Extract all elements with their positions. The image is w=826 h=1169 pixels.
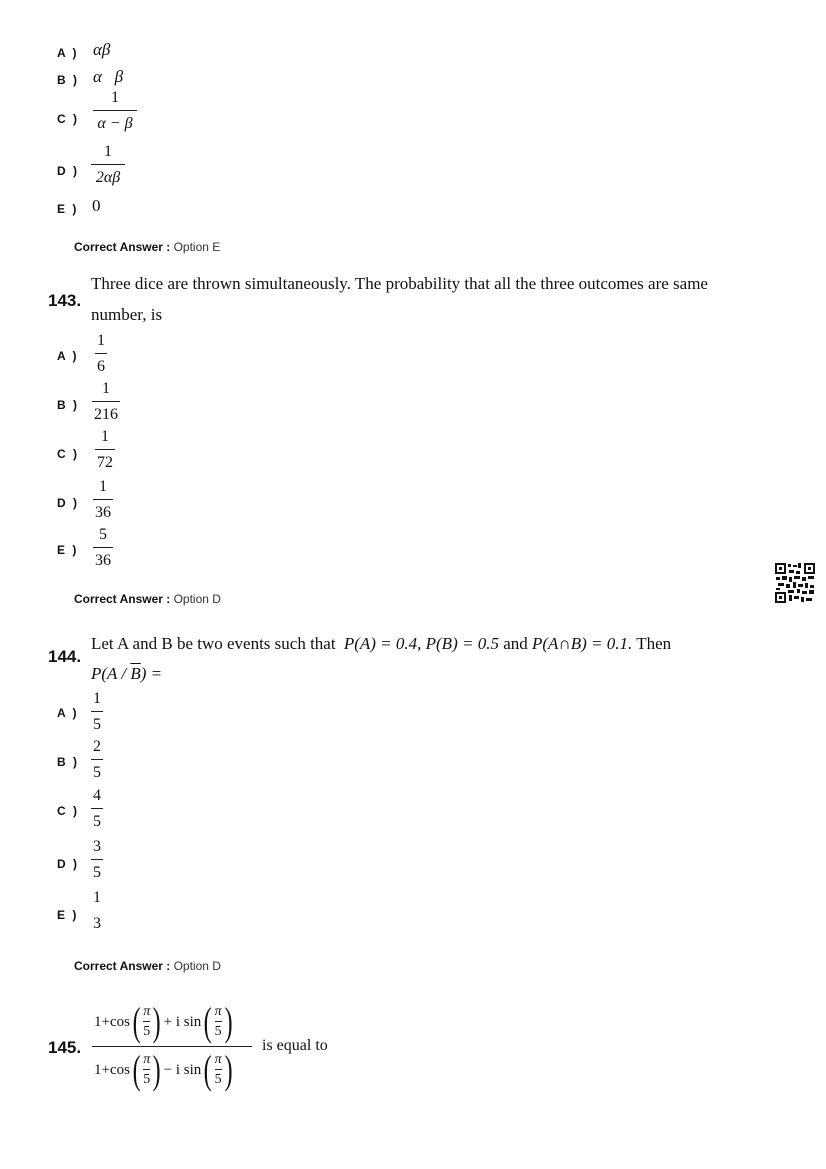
option-value: 0 bbox=[92, 196, 101, 215]
numerator: 1 bbox=[102, 380, 110, 397]
question-text: number, is bbox=[91, 305, 163, 324]
numerator: 1 bbox=[93, 889, 101, 906]
correct-answer bbox=[74, 592, 221, 606]
fraction-bar bbox=[143, 1069, 150, 1070]
correct-answer-label: Correct Answer : bbox=[74, 592, 171, 606]
question-text-part: Then bbox=[636, 634, 672, 653]
option-label: A ) bbox=[57, 46, 79, 60]
denominator: 36 bbox=[95, 504, 111, 521]
denominator: 3 bbox=[93, 915, 101, 932]
correct-answer-value: Option D bbox=[173, 592, 221, 606]
question-number: 143. bbox=[48, 291, 82, 310]
pi: π bbox=[143, 1052, 151, 1067]
sin-text: + i sin bbox=[163, 1013, 202, 1030]
option-label: E ) bbox=[57, 202, 79, 216]
option-label: B ) bbox=[57, 755, 79, 769]
five: 5 bbox=[143, 1072, 151, 1087]
numerator: 2 bbox=[93, 738, 101, 755]
denominator: α − β bbox=[97, 115, 133, 132]
numerator: 4 bbox=[93, 787, 101, 804]
sin-text: − i sin bbox=[163, 1061, 202, 1078]
option-fraction bbox=[95, 427, 115, 473]
numerator: 3 bbox=[93, 838, 101, 855]
numerator: 1 bbox=[97, 332, 105, 349]
left-paren: ( bbox=[132, 999, 141, 1044]
math-expression: P(B) = 0.5 bbox=[425, 634, 499, 653]
numerator: 1 bbox=[101, 428, 109, 445]
pi: π bbox=[214, 1052, 222, 1067]
option-label: D ) bbox=[57, 857, 79, 871]
cos-text: 1+cos bbox=[94, 1061, 130, 1078]
fraction-bar bbox=[91, 808, 103, 809]
left-paren: ( bbox=[203, 1047, 212, 1092]
option-label: E ) bbox=[57, 543, 79, 557]
fraction-bar bbox=[91, 711, 103, 712]
option-label: A ) bbox=[57, 706, 79, 720]
option-label: B ) bbox=[57, 398, 79, 412]
option-label: D ) bbox=[57, 164, 79, 178]
question-text-part: Let A and B be two events such that bbox=[91, 634, 336, 653]
correct-answer bbox=[74, 240, 220, 254]
fraction-bar bbox=[93, 499, 113, 500]
left-paren: ( bbox=[203, 999, 212, 1044]
math-part: P(A / bbox=[91, 664, 131, 683]
correct-answer bbox=[74, 959, 221, 973]
pi-over-5 bbox=[215, 1004, 222, 1040]
qr-code-graphic bbox=[775, 563, 815, 603]
correct-answer-label: Correct Answer : bbox=[74, 959, 171, 973]
option-fraction bbox=[95, 331, 107, 377]
question-text: Three dice are thrown simultaneously. The probability that all the three outcomes are same bbox=[91, 274, 708, 293]
five: 5 bbox=[214, 1072, 222, 1087]
pi-over-5 bbox=[143, 1052, 150, 1088]
right-paren: ) bbox=[224, 1047, 233, 1092]
option-label: C ) bbox=[57, 804, 79, 818]
denominator: 5 bbox=[93, 813, 101, 830]
math-expression: P(A∩B) = 0.1. bbox=[532, 634, 633, 653]
numerator: 1 bbox=[93, 690, 101, 707]
denominator: 72 bbox=[97, 454, 113, 471]
complement-b: $\overline{B}$ bbox=[130, 664, 141, 683]
math-expression bbox=[91, 664, 162, 684]
pi-over-5 bbox=[143, 1004, 150, 1040]
question-text: is equal to bbox=[262, 1037, 328, 1054]
fraction-bar bbox=[95, 353, 107, 354]
option-value: α β bbox=[93, 67, 124, 86]
denominator: 5 bbox=[93, 764, 101, 781]
option-fraction bbox=[91, 142, 125, 188]
question-number: 145. bbox=[48, 1038, 82, 1057]
denominator: 2αβ bbox=[95, 169, 121, 186]
fraction-bar bbox=[93, 110, 137, 111]
numerator: 1 bbox=[104, 143, 112, 160]
option-label: D ) bbox=[57, 496, 79, 510]
cos-text: 1+cos bbox=[94, 1013, 130, 1030]
math-expression: P(A) = 0.4, bbox=[343, 634, 422, 653]
fraction-bar bbox=[143, 1021, 150, 1022]
five: 5 bbox=[214, 1024, 222, 1039]
fraction-bar bbox=[91, 164, 125, 165]
correct-answer-value: Option D bbox=[173, 959, 221, 973]
option-fraction bbox=[93, 88, 137, 134]
numerator: 1 bbox=[99, 478, 107, 495]
correct-answer-label: Correct Answer : bbox=[74, 240, 171, 254]
left-paren: ( bbox=[132, 1047, 141, 1092]
fraction-bar bbox=[91, 859, 103, 860]
option-fraction bbox=[93, 525, 113, 571]
option-label: A ) bbox=[57, 349, 79, 363]
qr-code bbox=[775, 563, 815, 603]
denominator: 36 bbox=[95, 552, 111, 569]
denominator: 6 bbox=[97, 358, 105, 375]
option-label: B ) bbox=[57, 73, 79, 87]
math-part: ) = bbox=[140, 664, 163, 683]
question-text-part: and bbox=[503, 634, 528, 653]
denominator: 5 bbox=[93, 716, 101, 733]
option-fraction bbox=[93, 477, 113, 523]
fraction-bar bbox=[215, 1021, 222, 1022]
question-number: 144. bbox=[48, 647, 82, 666]
option-fraction bbox=[91, 737, 103, 783]
option-fraction bbox=[91, 786, 103, 832]
fraction-denominator bbox=[94, 1047, 235, 1092]
numerator: 5 bbox=[99, 526, 107, 543]
pi-over-5 bbox=[215, 1052, 222, 1088]
right-paren: ) bbox=[152, 999, 161, 1044]
option-value: αβ bbox=[93, 40, 111, 59]
question-text bbox=[91, 634, 671, 654]
fraction-bar bbox=[95, 449, 115, 450]
option-label: C ) bbox=[57, 447, 79, 461]
right-paren: ) bbox=[152, 1047, 161, 1092]
pi: π bbox=[214, 1004, 222, 1019]
fraction-bar bbox=[215, 1069, 222, 1070]
five: 5 bbox=[143, 1024, 151, 1039]
fraction-bar bbox=[91, 759, 103, 760]
denominator: 5 bbox=[93, 864, 101, 881]
denominator: 216 bbox=[94, 406, 118, 423]
option-fraction bbox=[91, 888, 103, 934]
option-label: C ) bbox=[57, 112, 79, 126]
correct-answer-value: Option E bbox=[173, 240, 221, 254]
option-fraction bbox=[91, 689, 103, 735]
fraction-bar bbox=[92, 401, 120, 402]
option-fraction bbox=[92, 379, 120, 425]
option-label: E ) bbox=[57, 908, 79, 922]
fraction-numerator bbox=[94, 999, 235, 1044]
pi: π bbox=[143, 1004, 151, 1019]
right-paren: ) bbox=[224, 999, 233, 1044]
numerator: 1 bbox=[111, 89, 119, 106]
option-fraction bbox=[91, 837, 103, 883]
fraction-bar bbox=[93, 547, 113, 548]
